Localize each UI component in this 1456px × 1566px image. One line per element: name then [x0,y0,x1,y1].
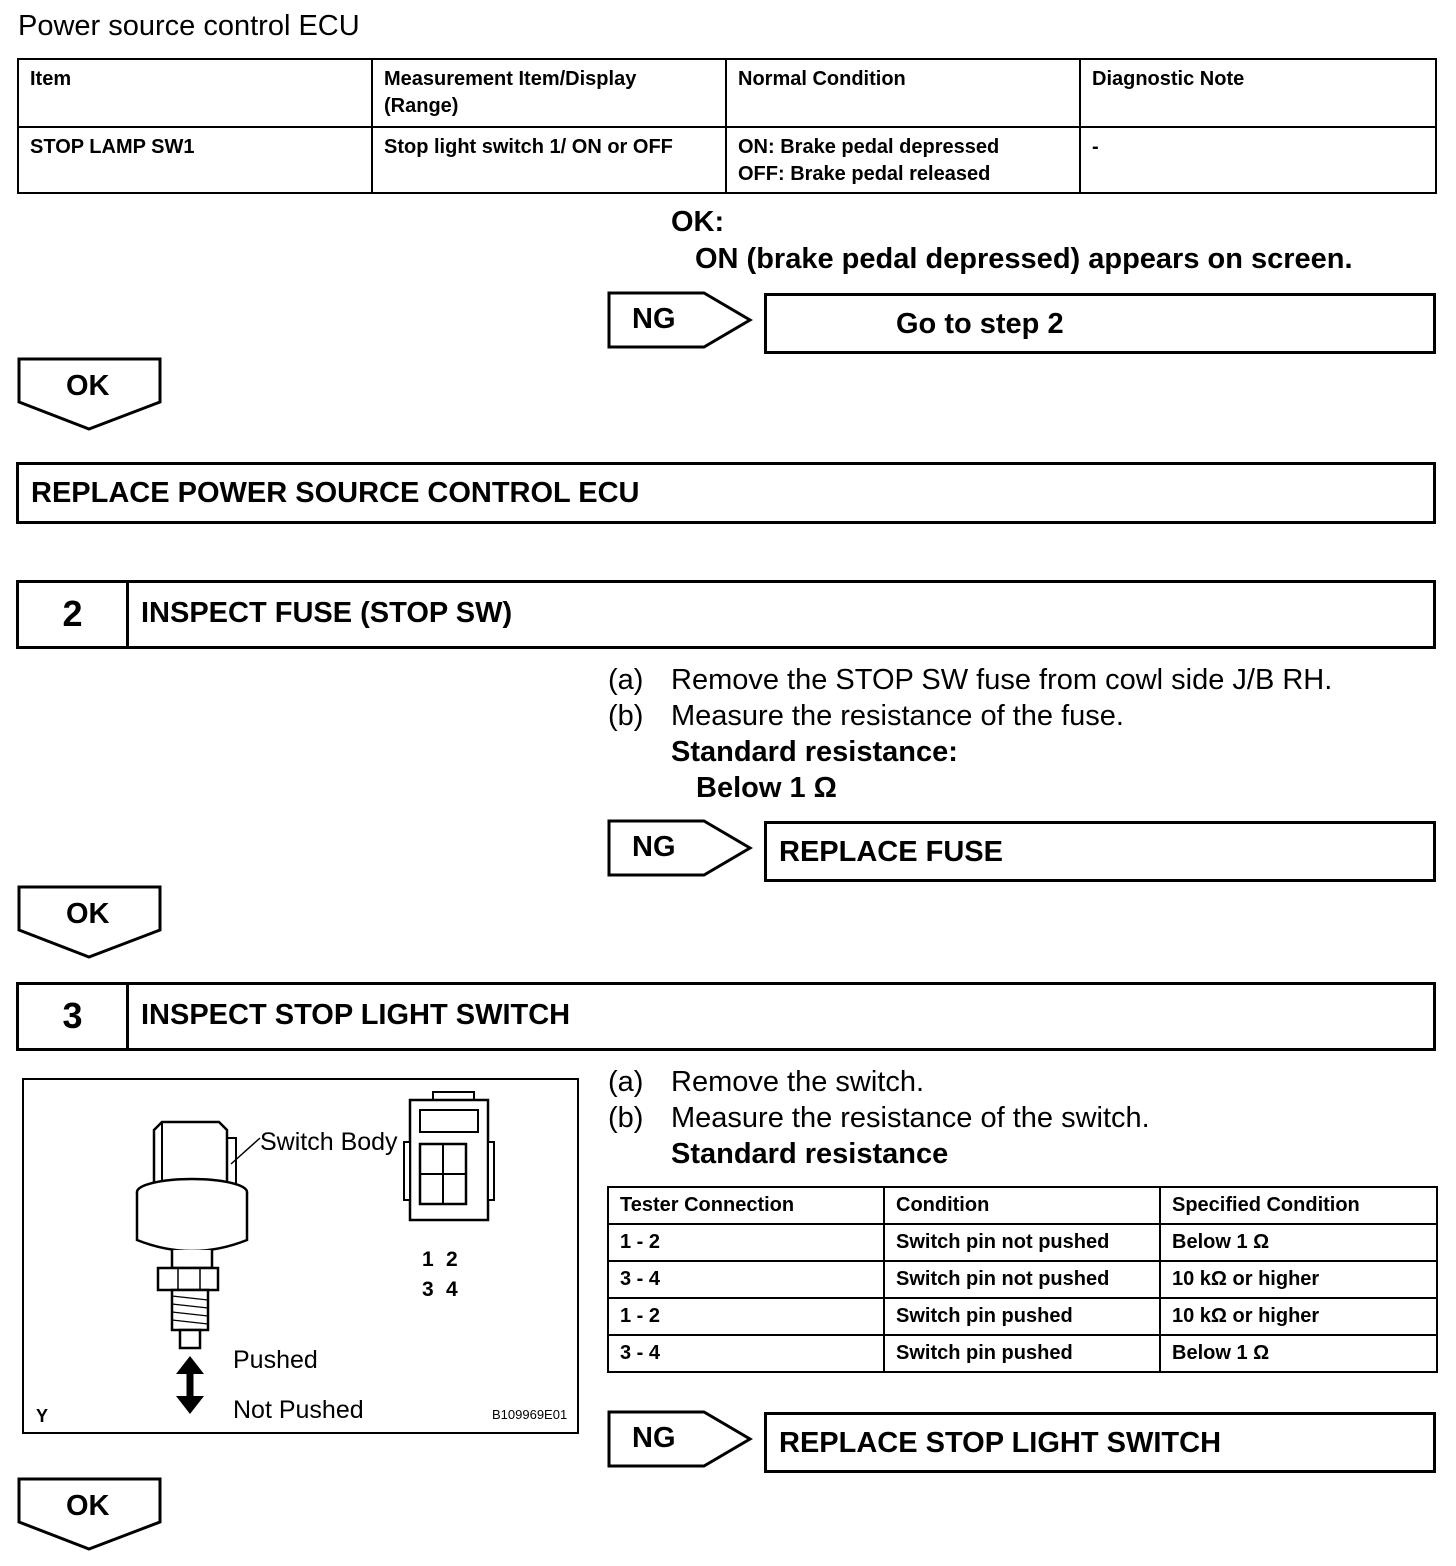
header-cell-line: (Range) [384,95,459,117]
table-row [18,127,1436,193]
table-cell: - [1080,127,1436,193]
data-list-table [17,58,1437,194]
standard-label: Standard resistance [671,1138,949,1170]
pin-label: 2 [446,1248,458,1271]
header-cell: Normal Condition [726,59,1080,127]
replace-ecu-label: REPLACE POWER SOURCE CONTROL ECU [31,477,640,509]
table-cell: 10 kΩ or higher [1160,1261,1437,1298]
table-cell: Below 1 Ω [1160,1335,1437,1372]
step-label: (a) [608,664,644,696]
ok-result-text: ON (brake pedal depressed) appears on screen. [695,243,1353,275]
replace-stop-light-switch-label: REPLACE STOP LIGHT SWITCH [779,1427,1222,1459]
pin-label: 3 [422,1278,434,1301]
switch-body-label: Switch Body [260,1128,398,1156]
table-cell-line: OFF: Brake pedal released [738,163,991,185]
table-row [608,1261,1437,1298]
table-cell: 10 kΩ or higher [1160,1298,1437,1335]
step-label: (a) [608,1066,644,1098]
standard-value: Below 1 Ω [696,772,837,804]
step-number: 3 [19,985,129,1048]
table-header-row [18,59,1436,127]
replace-fuse-label: REPLACE FUSE [779,836,1003,868]
header-cell: Condition [884,1187,1160,1224]
ok-label: OK [66,370,110,402]
step-2-header [16,580,1436,649]
header-cell-line: Measurement Item/Display [384,68,637,90]
step-title: INSPECT FUSE (STOP SW) [141,597,513,629]
step-label: (b) [608,1102,644,1134]
ok-result-label: OK: [671,206,725,238]
table-cell [726,127,1080,193]
table-row [608,1335,1437,1372]
go-to-step-2-label: Go to step 2 [896,308,1064,340]
table-row [608,1224,1437,1261]
table-cell: 3 - 4 [608,1261,884,1298]
step-text: Remove the switch. [671,1066,925,1098]
table-cell: Switch pin pushed [884,1335,1160,1372]
replace-ecu-box[interactable] [16,462,1436,524]
table-row [608,1298,1437,1335]
go-to-step-2-box[interactable] [764,293,1436,354]
section-title: Power source control ECU [18,10,360,42]
corner-label: Y [36,1406,49,1426]
step-text: Remove the STOP SW fuse from cowl side J/B RH. [671,664,1333,696]
ng-arrow-icon [607,1410,757,1470]
table-cell: Switch pin pushed [884,1298,1160,1335]
step-label: (b) [608,700,644,732]
step-3-header [16,982,1436,1051]
ng-label: NG [632,1422,676,1454]
table-cell-line: ON: Brake pedal depressed [738,136,1000,158]
replace-stop-light-switch-box[interactable] [764,1412,1436,1473]
table-cell: STOP LAMP SW1 [18,127,372,193]
pushed-label: Pushed [233,1346,318,1374]
header-cell [372,59,726,127]
table-cell: Switch pin not pushed [884,1224,1160,1261]
table-cell: 1 - 2 [608,1224,884,1261]
ng-arrow-icon [607,819,757,879]
step-text: Measure the resistance of the switch. [671,1102,1150,1134]
table-header-row [608,1187,1437,1224]
step-title: INSPECT STOP LIGHT SWITCH [141,999,571,1031]
pin-label: 1 [422,1248,434,1271]
pin-label: 4 [446,1278,458,1301]
ok-label: OK [66,1490,110,1522]
step-3-instructions [608,1064,1436,1174]
table-cell: Switch pin not pushed [884,1261,1160,1298]
ng-arrow-icon [607,291,757,351]
not-pushed-label: Not Pushed [233,1396,364,1424]
stop-light-switch-figure [22,1078,579,1434]
replace-fuse-box[interactable] [764,821,1436,882]
ok-label: OK [66,898,110,930]
step-text: Measure the resistance of the fuse. [671,700,1124,732]
ng-label: NG [632,831,676,863]
step-2-instructions [608,662,1436,812]
table-cell: 3 - 4 [608,1335,884,1372]
table-cell: 1 - 2 [608,1298,884,1335]
header-cell: Diagnostic Note [1080,59,1436,127]
figure-code: B109969E01 [492,1407,568,1422]
table-cell: Below 1 Ω [1160,1224,1437,1261]
table-cell: Stop light switch 1/ ON or OFF [372,127,726,193]
header-cell: Item [18,59,372,127]
ng-label: NG [632,303,676,335]
header-cell: Specified Condition [1160,1187,1437,1224]
header-cell: Tester Connection [608,1187,884,1224]
standard-label: Standard resistance: [671,736,958,768]
step-number: 2 [19,583,129,646]
resistance-table [607,1186,1438,1373]
